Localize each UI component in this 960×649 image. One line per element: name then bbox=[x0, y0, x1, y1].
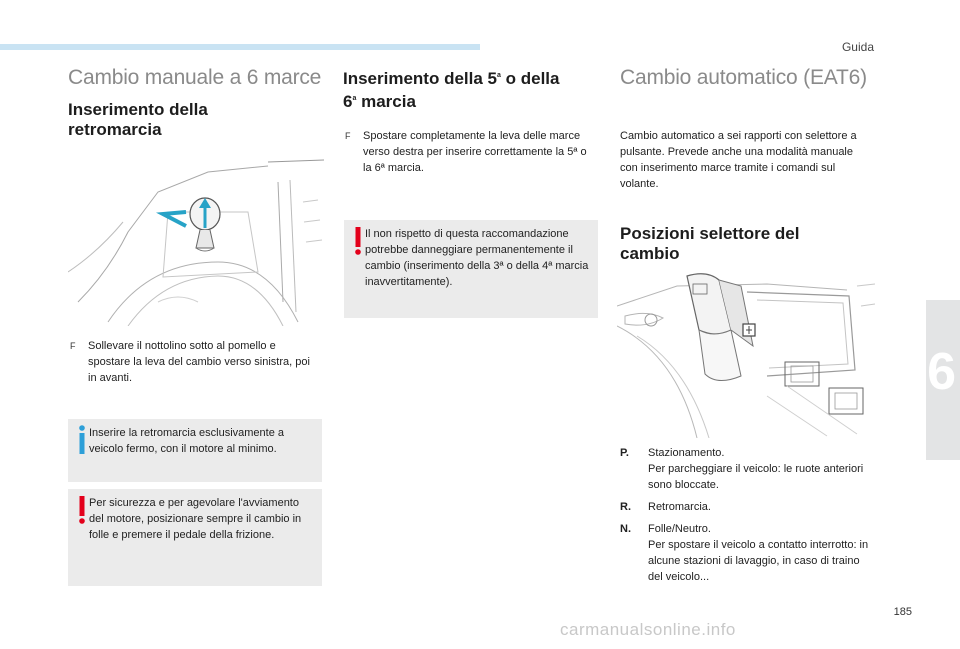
watermark-text: carmanualsonline.info bbox=[560, 620, 736, 639]
position-label-r: Retromarcia. bbox=[648, 501, 711, 513]
header-accent-bar bbox=[0, 44, 480, 50]
heading-text-d: marcia bbox=[356, 92, 416, 111]
manual-gearbox-title: Cambio manuale a 6 marce bbox=[68, 66, 322, 89]
heading-sup-b: a bbox=[352, 95, 357, 102]
position-detail-n: Per spostare il veicolo a contatto interrotto: in alcune stazioni di lavaggio, in caso di traino del veicolo... bbox=[648, 539, 869, 583]
position-key-p: P. bbox=[620, 447, 629, 459]
position-item-r bbox=[620, 499, 876, 515]
position-label-n: Folle/Neutro. bbox=[648, 523, 711, 535]
position-key-n: N. bbox=[620, 523, 631, 535]
position-item-p bbox=[620, 445, 876, 493]
column-5th-6th-gear bbox=[343, 66, 599, 176]
selector-positions-heading: Posizioni selettore del cambio bbox=[620, 224, 800, 263]
bullet-marker-icon: F bbox=[70, 341, 76, 351]
selector-positions-list bbox=[620, 445, 876, 591]
warning-icon bbox=[78, 495, 86, 525]
manual-shifter-illustration bbox=[68, 152, 324, 326]
automatic-gearbox-title: Cambio automatico (EAT6) bbox=[620, 66, 867, 89]
warning-note-text-gear: Il non rispetto di questa raccomandazione potrebbe danneggiare permanentemente il cambio (inserimento della 3ª o della 4ª marcia inavvertitamente). bbox=[365, 228, 589, 288]
position-desc-n bbox=[648, 521, 876, 585]
info-note-text: Inserire la retromarcia esclusivamente a veicolo fermo, con il motore al minimo. bbox=[89, 427, 285, 455]
automatic-intro-text: Cambio automatico a sei rapporti con selettore a pulsante. Prevede anche una modalità manuale con inserimento marce tramite i comandi sul volante. bbox=[620, 130, 857, 190]
position-item-n bbox=[620, 521, 876, 585]
reverse-gear-heading: Inserimento della retromarcia bbox=[68, 100, 208, 139]
column-manual-gearbox bbox=[68, 66, 324, 140]
chapter-number: 6 bbox=[927, 343, 956, 401]
reverse-bullet bbox=[68, 338, 318, 386]
automatic-selector-illustration bbox=[617, 266, 875, 438]
position-desc-r bbox=[648, 499, 876, 515]
warning-note-box-reverse bbox=[68, 489, 322, 586]
bullet-marker-icon: F bbox=[345, 131, 351, 141]
gear-5-6-instruction-text: Spostare completamente la leva delle marce verso destra per inserire correttamente la 5ª o la 6ª marcia. bbox=[363, 130, 587, 174]
position-detail-p: Per parcheggiare il veicolo: le ruote anteriori sono bloccate. bbox=[648, 463, 864, 491]
warning-icon bbox=[354, 226, 362, 256]
gear-5-6-heading bbox=[343, 66, 599, 112]
heading-text-c: 6 bbox=[343, 92, 353, 111]
heading-text-b: o della bbox=[500, 69, 560, 88]
reverse-instruction bbox=[68, 338, 318, 386]
warning-note-box-gear bbox=[344, 220, 598, 318]
position-label-p: Stazionamento. bbox=[648, 447, 725, 459]
info-note-box bbox=[68, 419, 322, 482]
reverse-instruction-text: Sollevare il nottolino sotto al pomello e spostare la leva del cambio verso sinistra, poi in avanti. bbox=[88, 340, 310, 384]
position-desc-p bbox=[648, 445, 876, 493]
warning-note-text-reverse: Per sicurezza e per agevolare l'avviamento del motore, posizionare sempre il cambio in folle e premere il pedale della frizione. bbox=[89, 497, 302, 541]
heading-text-a: Inserimento della 5 bbox=[343, 69, 497, 88]
info-icon bbox=[78, 425, 86, 455]
section-label: Guida bbox=[841, 40, 874, 54]
page-number: 185 bbox=[893, 606, 912, 618]
gear-5-6-bullet bbox=[343, 128, 593, 176]
position-key-r: R. bbox=[620, 501, 631, 513]
column-automatic-gearbox bbox=[620, 66, 876, 264]
heading-sup-a: a bbox=[497, 72, 501, 79]
